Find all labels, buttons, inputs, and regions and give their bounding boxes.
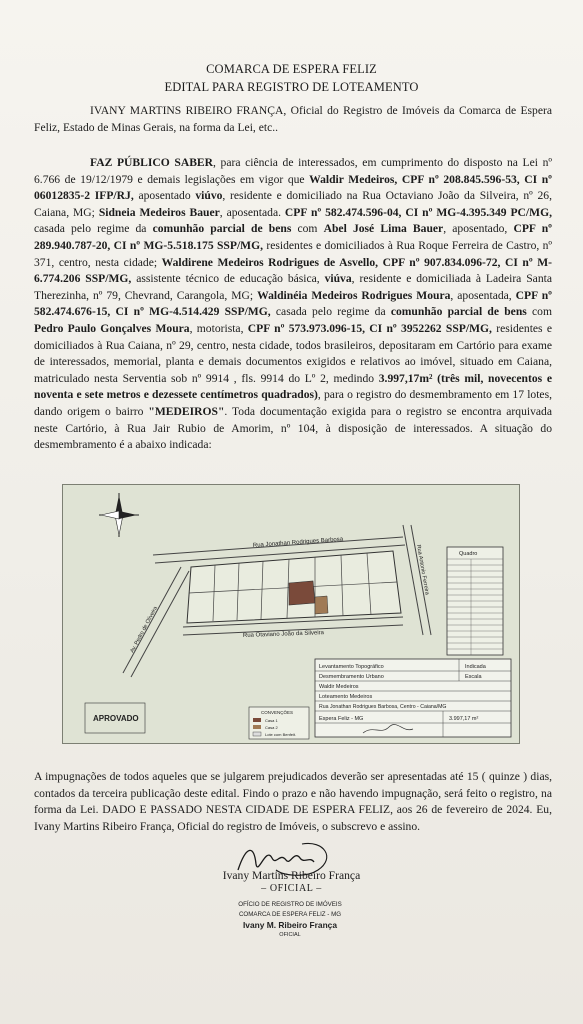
body-s10: casada pelo regime da bbox=[34, 222, 153, 236]
subdivision-map bbox=[62, 484, 520, 744]
body-s18: assistente técnico de educação básica, bbox=[131, 272, 325, 286]
body-s23: CPF nº 582.474.676-15, CI nº MG-4.514.429 SSP/MG, bbox=[34, 288, 552, 319]
closing-paragraph bbox=[34, 769, 552, 835]
intro-text: IVANY MARTINS RIBEIRO FRANÇA, Oficial do Registro de Imóveis da Comarca de Espera Feliz, Estado de Minas Gerais, na forma da Lei, etc.. bbox=[34, 104, 552, 134]
title-block-r6-right: 3.997,17 m² bbox=[449, 716, 479, 722]
title-block-r2: Desmembramento Urbano bbox=[319, 674, 384, 680]
closing-text: A impugnações de todos aqueles que se julgarem prejudicados deverão ser apresentadas até 15 ( quinze ) dias, contados da terceira publicação deste edital. Findo o prazo e não havendo impugnação, será feito o registro, na forma da Lei. DADO E PASSADO NESTA CIDADE DE ESPERA FELIZ, aos 26 de fevereiro de 2024. Eu, Ivany Martins Ribeiro França, Oficial do registro de Imóveis, o subscrevo e assino. bbox=[34, 770, 552, 833]
body-s34: . Toda documentação exigida para o registro se encontra arquivada neste Cartório, à Rua Jair Rubio de Amorim, nº 104, à disposição de interessados. A situação do desmembramento é a abaixo indicada: bbox=[34, 404, 552, 452]
body-s08: , aposentada. bbox=[219, 205, 285, 219]
body-s24: casada pelo regime da bbox=[270, 305, 391, 319]
title-block-r1-right: Indicada bbox=[465, 664, 486, 670]
body-s17: Waldirene Medeiros Rodrigues de Asvello, CPF nº 907.834.096-72, CI nº M-6.774.206 SSP/MG, bbox=[34, 255, 552, 286]
stamp-line-3: Ivany M. Ribeiro França bbox=[242, 920, 337, 930]
stamp-line-1: OFÍCIO DE REGISTRO DE IMÓVEIS bbox=[238, 901, 342, 908]
legend-item-2: Casa 2 bbox=[265, 725, 278, 730]
body-s30: residentes e domiciliados à Rua Caiana, nº 29, centro, nesta cidade, todos brasileiros, depositaram em Cartório para exame de interessados, memorial, planta e demais documentos exigidos e relativos ao imóvel, situado em Caiana, matriculado nesta Serventia sob nº 9914 , fls. 9914 do Lº 2, medindo bbox=[34, 321, 552, 385]
street-label-left: Av. Pedro de Oliveira bbox=[129, 605, 159, 654]
title-block-r6-left: Espera Feliz - MG bbox=[319, 716, 364, 722]
lot-area-table bbox=[447, 547, 503, 655]
body-s06: , residente e domiciliado na Rua Octaviano João da Silveira, nº 26, Caiana, MG; bbox=[34, 189, 552, 219]
body-s33: "MEDEIROS" bbox=[148, 404, 225, 418]
approval-stamp bbox=[85, 703, 145, 733]
lot-blocks bbox=[187, 551, 401, 623]
title-block-r4: Loteamento Medeiros bbox=[319, 694, 373, 700]
body-s20: , residente e domiciliada à Ladeira Santa Therezinha, nº 79, Chevrand, Carangola, MG; bbox=[34, 272, 552, 302]
body-s16: residentes e domiciliados à Rua Roque Ferreira de Castro, nº 371, centro, nesta cidade; bbox=[34, 238, 552, 269]
body-s29: CPF nº 573.973.096-15, CI nº 3952262 SSP/MG, bbox=[247, 321, 492, 335]
body-s32: , para o registro do desmembramento em 17 lotes, dando origem o bairro bbox=[34, 388, 552, 418]
street-label-right: Rua Antonio Ferreira bbox=[415, 544, 430, 596]
signatory-name: Ivany Martins Ribeiro França bbox=[222, 869, 361, 882]
body-s04: aposentado bbox=[133, 189, 196, 203]
legend-item-3: Lote com Benfeit. bbox=[265, 732, 297, 737]
body-s14: , aposentado, bbox=[443, 222, 514, 236]
body-s03: Waldir Medeiros, CPF nº 208.845.596-53, CI nº 06012835-2 IFP/RJ, bbox=[34, 172, 552, 203]
body-s21: Waldinéia Medeiros Rodrigues Moura bbox=[257, 288, 451, 302]
map-drawing bbox=[63, 485, 519, 743]
approval-stamp-text: APROVADO bbox=[93, 714, 139, 723]
main-paragraph bbox=[34, 155, 552, 454]
legend-title: CONVENÇÕES bbox=[261, 710, 294, 715]
body-s09: CPF nº 582.474.596-04, CI nº MG-4.395.349 PC/MG, bbox=[284, 205, 552, 219]
body-s11: comunhão parcial de bens bbox=[152, 222, 292, 236]
title-block-r3: Waldir Medeiros bbox=[319, 684, 359, 690]
north-arrow-icon bbox=[99, 493, 139, 537]
body-s25: comunhão parcial de bens bbox=[390, 305, 527, 319]
title-block-r2-right: Escala bbox=[465, 674, 482, 680]
title-block-r5: Rua Jonathan Rodrigues Barbosa, Centro - Caiana/MG bbox=[319, 704, 447, 710]
title-block-r1-left: Levantamento Topográfico bbox=[319, 664, 384, 670]
body-s05: viúvo bbox=[195, 189, 223, 203]
street-label-top: Rua Jonathan Rodrigues Barbosa bbox=[252, 536, 344, 549]
body-s01: FAZ PÚBLICO SABER bbox=[90, 156, 214, 169]
registry-stamp bbox=[210, 900, 370, 940]
legend-item-1: Casa 1 bbox=[265, 718, 278, 723]
intro-paragraph bbox=[34, 103, 552, 136]
body-s07: Sidneia Medeiros Bauer bbox=[98, 205, 220, 219]
street-label-bottom: Rua Otaviano João da Silveira bbox=[242, 630, 325, 639]
body-s26: com bbox=[526, 305, 552, 319]
header-comarca: COMARCA DE ESPERA FELIZ bbox=[206, 62, 377, 76]
table-title: Quadro bbox=[459, 551, 478, 557]
body-s22: , aposentada, bbox=[450, 288, 516, 302]
body-s31: 3.997,17m² (três mil, novecentos e noventa e sete metros e dezessete centímetros quadrados) bbox=[34, 371, 552, 402]
body-s15: CPF nº 289.940.787-20, CI nº MG-5.518.175 SSP/MG, bbox=[34, 222, 553, 252]
signature-block bbox=[0, 869, 583, 894]
header-edital-title: EDITAL PARA REGISTRO DE LOTEAMENTO bbox=[164, 80, 419, 94]
stamp-line-4: OFICIAL bbox=[279, 932, 301, 938]
map-title-block bbox=[315, 659, 511, 737]
body-s27: Pedro Paulo Gonçalves Moura bbox=[34, 321, 190, 335]
map-legend bbox=[249, 707, 309, 739]
signatory-role: – OFICIAL – bbox=[261, 883, 322, 894]
body-s02: , para ciência de interessados, em cumprimento do disposto na Lei nº 6.766 de 19/12/1979 e demais legislações em vigor que bbox=[34, 156, 553, 186]
body-s28: , motorista, bbox=[189, 321, 248, 335]
body-s12: com bbox=[291, 222, 324, 236]
body-s13: Abel José Lima Bauer bbox=[323, 222, 444, 236]
stamp-line-2: COMARCA DE ESPERA FELIZ - MG bbox=[238, 911, 342, 918]
body-s19: viúva bbox=[324, 272, 352, 286]
